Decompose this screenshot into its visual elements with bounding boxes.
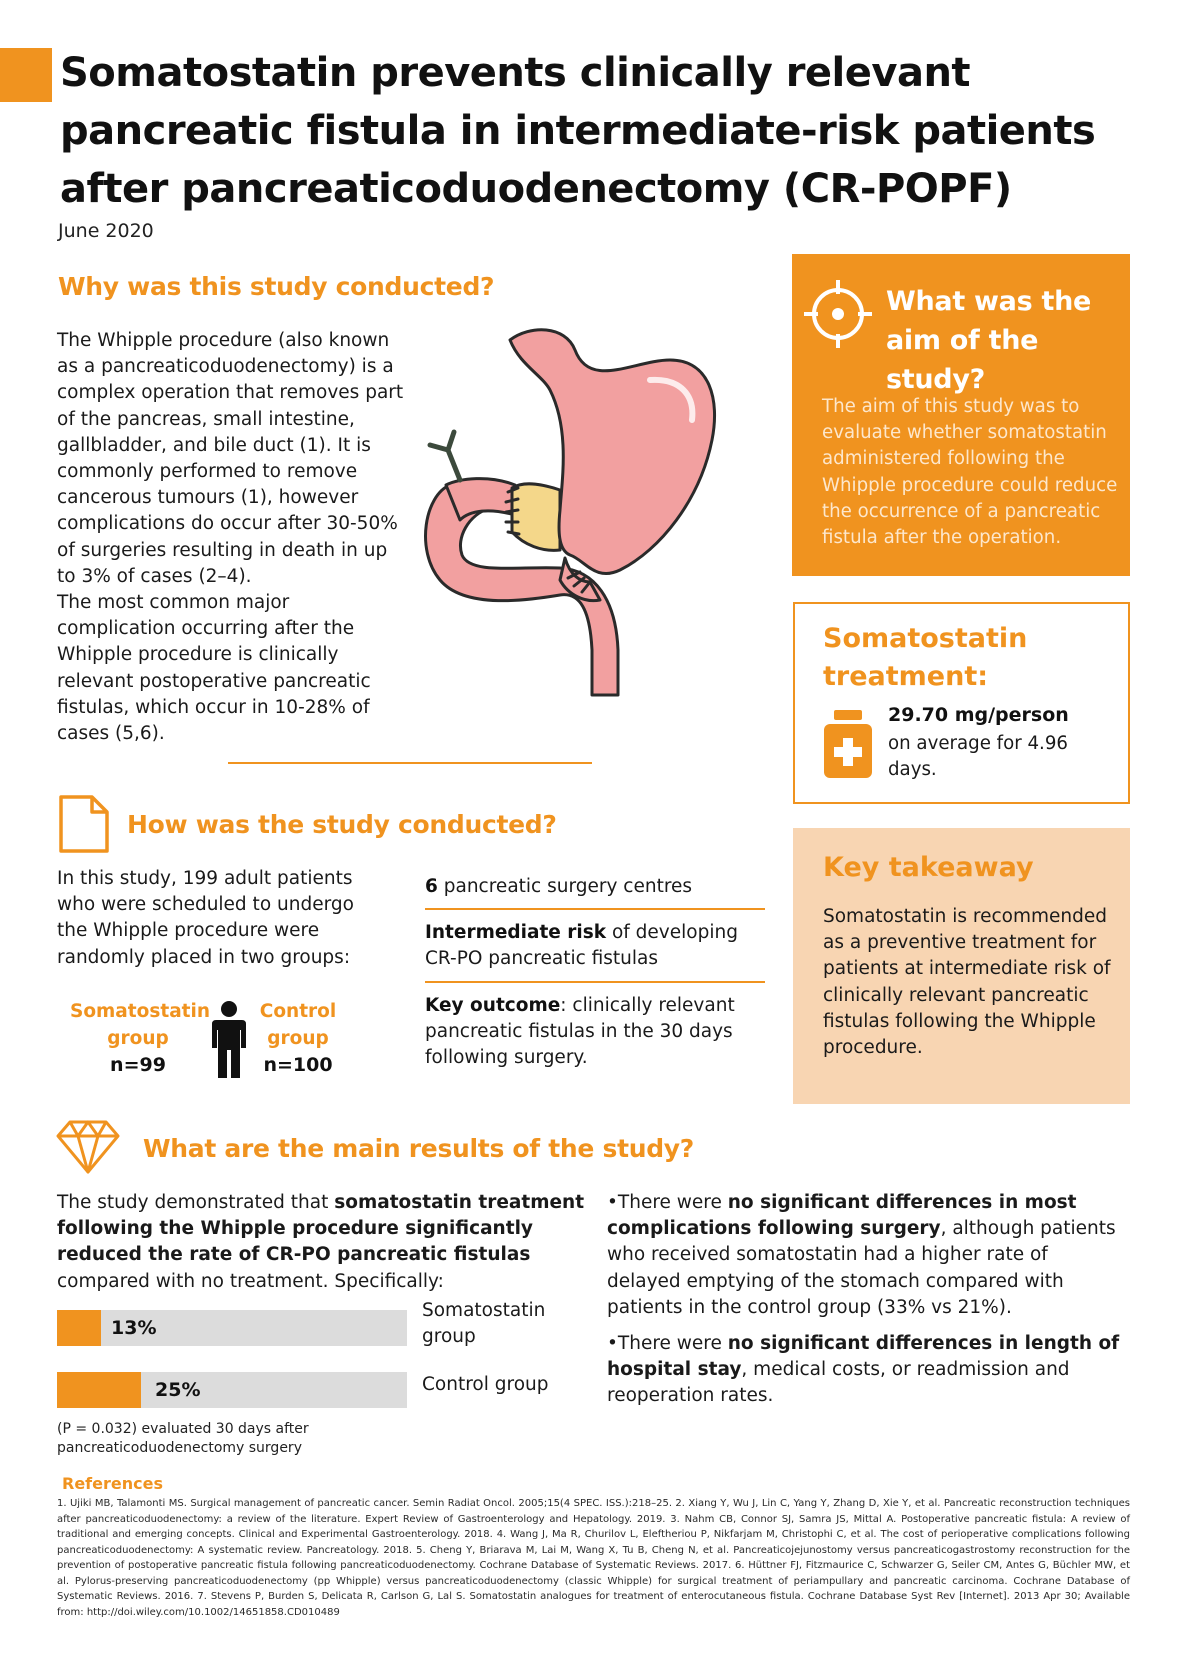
fact-divider xyxy=(425,981,765,983)
results-bullets xyxy=(607,1190,1127,1420)
results-intro: The study demonstrated that somatostatin treatment following the Whipple procedure significantly reduced the rate of CR-PO pancreatic fistulas compared with no treatment. Specifically: xyxy=(57,1192,585,1292)
somatostatin-group-label: Somatostatin group xyxy=(70,1001,211,1049)
why-paragraph-2: The most common major complication occurring after the Whipple procedure is clinically relevant postoperative pancreatic fistulas, which occur in 10-28% of cases (5,6). xyxy=(57,592,371,745)
control-group-label: Control group xyxy=(259,1001,337,1049)
why-paragraph-1: The Whipple procedure (also known as a pancreaticoduodenectomy) is a complex operation that removes part of the pancreas, small intestine, gallbladder, and bile duct (1). It is commonly performed to remove cancerous tumours (1), however complications do occur after 30-50% of surgeries resulting in death in up to 3% of cases (2–4). xyxy=(57,330,404,587)
diamond-icon xyxy=(56,1118,120,1174)
why-text xyxy=(57,328,407,747)
control-bar-fill xyxy=(57,1372,141,1408)
section-divider xyxy=(228,762,592,764)
treatment-heading: Somatostatin treatment: xyxy=(823,623,1028,692)
somatostatin-group-n: n=99 xyxy=(110,1054,166,1076)
study-facts xyxy=(425,874,765,1071)
person-icon xyxy=(210,1000,248,1080)
fact-centres: 6 pancreatic surgery centres xyxy=(425,876,693,897)
medicine-bottle-icon xyxy=(820,708,876,780)
results-heading: What are the main results of the study? xyxy=(143,1134,695,1163)
key-takeaway-text: Somatostatin is recommended as a preventive treatment for patients at intermediate risk of clinically relevant pancreatic fistulas following the Whipple procedure. xyxy=(823,906,1111,1059)
treatment-duration: on average for 4.96 days. xyxy=(888,733,1068,780)
control-bar xyxy=(57,1372,407,1408)
target-icon xyxy=(800,276,876,352)
references-heading: References xyxy=(62,1474,163,1493)
aim-heading: What was the aim of the study? xyxy=(886,286,1092,395)
document-icon xyxy=(58,794,110,854)
somatostatin-bar xyxy=(57,1310,407,1346)
somatostatin-bar-fill xyxy=(57,1310,101,1346)
stomach-illustration xyxy=(420,320,750,700)
how-text: In this study, 199 adult patients who were scheduled to undergo the Whipple procedure were randomly placed in two groups: xyxy=(57,868,354,968)
control-bar-value: 25% xyxy=(155,1379,201,1401)
title-accent-block xyxy=(0,48,52,102)
fact-risk: Intermediate risk of developing CR-PO pancreatic fistulas xyxy=(425,922,738,970)
references-text: 1. Ujiki MB, Talamonti MS. Surgical management of pancreatic cancer. Semin Radiat Oncol. 2005;15(4 SPEC. ISS.):218–25. 2. Xiang Y, Wu J, Lin C, Yang Y, Zhang D, Xie Y, et al. Pancreatic reconstruction techniques after pancreaticoduodenectomy: a review of the literature. Expert Review of Gastroenterology and Hepatology. 2019. 3. Nahm CB, Connor SJ, Samra JS, Mittal A. Postoperative pancreatic fistula: A review of traditional and emerging concepts. Clinical and Experimental Gastroenterology. 2018. 4. Wang J, Ma R, Churilov L, Eleftheriou P, Nikfarjam M, Christophi C, et al. The cost of perioperative complications following pancreaticoduodenectomy: A systematic review. Pancreatology. 2018. 5. Cheng Y, Briarava M, Lai M, Wang X, Tu B, Cheng N, et al. Pancreaticojejunostomy versus pancreaticogastrostomy reconstruction for the prevention of postoperative pancreatic fistula following pancreaticoduodenectomy. Cochrane Database of Systematic Reviews. 2017. 6. Hüttner FJ, Fitzmaurice C, Schwarzer G, Seiler CM, Antes G, Büchler MW, et al. Pylorus-preserving pancreaticoduodenectomy (pp Whipple) versus pancreaticoduodenectomy (classic Whipple) for surgical treatment of periampullary and pancreatic carcinoma. Cochrane Database of Systematic Reviews. 2016. 7. Stevens P, Burden S, Delicata R, Carlson G, Lal S. Somatostatin analogues for treatment of enterocutaneous fistula. Cochrane Database Syst Rev [Internet]. 2013 Apr 30; Available from: http://doi.wiley.com/10.1002/14651858.CD010489 xyxy=(57,1498,1130,1618)
how-heading: How was the study conducted? xyxy=(127,810,557,839)
p-value-note: (P = 0.032) evaluated 30 days after pancreaticoduodenectomy surgery xyxy=(57,1421,309,1456)
publication-date: June 2020 xyxy=(58,220,154,242)
treatment-dose: 29.70 mg/person xyxy=(888,704,1069,726)
fact-outcome: Key outcome: clinically relevant pancreatic fistulas in the 30 days following surgery. xyxy=(425,994,735,1069)
result-bullet-1: •There were no significant differences in most complications following surgery, although patients who received somatostatin had a higher rate of delayed emptying of the stomach compared with patients in the control group (33% vs 21%). xyxy=(607,1192,1116,1318)
somatostatin-bar-value: 13% xyxy=(111,1317,157,1339)
control-group-n: n=100 xyxy=(263,1054,333,1076)
fact-divider xyxy=(425,908,765,910)
page-title: Somatostatin prevents clinically relevant pancreatic fistula in intermediate-risk patients after pancreaticoduodenectomy (CR-POPF) xyxy=(60,50,1096,212)
aim-text: The aim of this study was to evaluate whether somatostatin administered following the Whipple procedure could reduce the occurrence of a pancreatic fistula after the operation. xyxy=(822,396,1118,549)
result-bullet-2: •There were no significant differences in length of hospital stay, medical costs, or readmission and reoperation rates. xyxy=(607,1333,1120,1407)
somatostatin-bar-label: Somatostatin group xyxy=(422,1300,546,1348)
key-takeaway-heading: Key takeaway xyxy=(823,852,1034,883)
control-bar-label: Control group xyxy=(422,1374,549,1395)
why-heading: Why was this study conducted? xyxy=(58,272,495,301)
